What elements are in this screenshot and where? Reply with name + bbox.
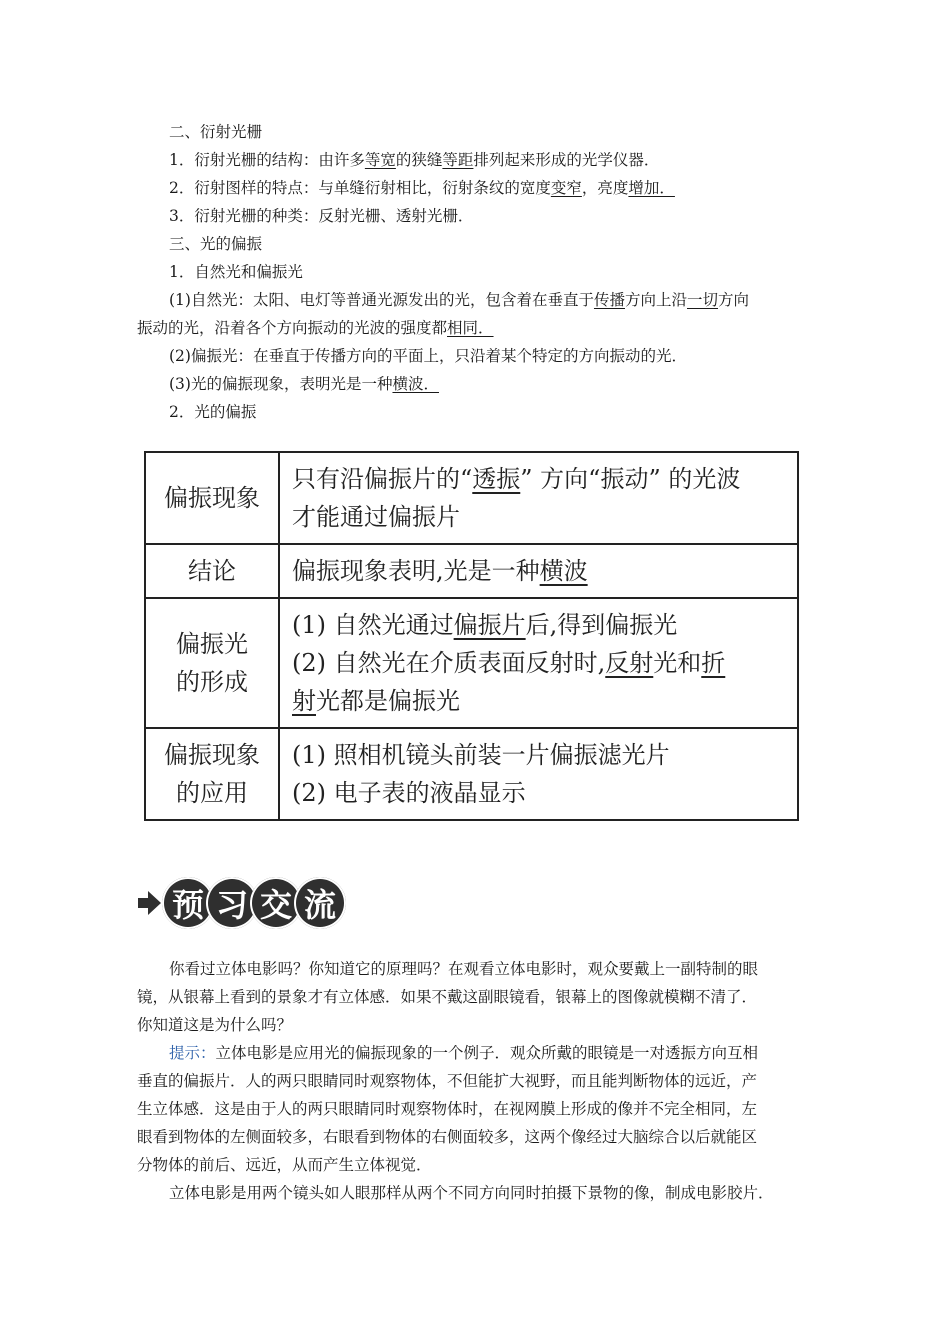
grating-structure: 1．衍射光栅的结构：由许多等宽的狭缝等距排列起来形成的光学仪器． xyxy=(169,151,660,169)
heading-badges xyxy=(162,877,338,929)
question-line: 你知道这是为什么吗？ xyxy=(137,1016,293,1034)
table-row xyxy=(145,544,798,598)
row-content: (1) 照相机镜头前装一片偏振滤光片 (2) 电子表的液晶显示 xyxy=(279,728,798,820)
row-header: 结论 xyxy=(145,544,279,598)
polarization-table xyxy=(144,451,799,821)
natural-light-2: 振动的光，沿着各个方向振动的光波的强度都相同． xyxy=(137,319,494,337)
polarized-light: (2)偏振光：在垂直于传播方向的平面上，只沿着某个特定的方向振动的光． xyxy=(169,347,687,365)
row-content: 只有沿偏振片的“透振” 方向“振动” 的光波 才能通过偏振片 xyxy=(279,452,798,544)
heading-polarization: 三、光的偏振 xyxy=(169,235,263,253)
heading-char: 交 xyxy=(250,877,302,929)
table-row xyxy=(145,598,798,728)
row-content: (1) 自然光通过偏振片后,得到偏振光 (2) 自然光在介质表面反射时,反射光和折 射光都是偏振光 xyxy=(279,598,798,728)
heading-char: 习 xyxy=(206,877,258,929)
hint-line: 垂直的偏振片．人的两只眼睛同时观察物体，不但能扩大视野，而且能判断物体的远近，产 xyxy=(137,1072,758,1090)
hint-label: 提示： xyxy=(169,1044,216,1062)
hint-line: 生立体感．这是由于人的两只眼睛同时观察物体时，在视网膜上形成的像并不完全相同，左 xyxy=(137,1100,758,1118)
table-row xyxy=(145,728,798,820)
stereo-film-line: 立体电影是用两个镜头如人眼那样从两个不同方向同时拍摄下景物的像，制成电影胶片． xyxy=(169,1184,774,1202)
heading-char: 流 xyxy=(294,877,346,929)
heading-char: 预 xyxy=(162,877,214,929)
row-header: 偏振现象 xyxy=(145,452,279,544)
hint-line: 分物体的前后、远近，从而产生立体视觉． xyxy=(137,1156,432,1174)
row-header: 偏振光 的形成 xyxy=(145,598,279,728)
section-heading-preview xyxy=(138,877,378,929)
question-line: 你看过立体电影吗？你知道它的原理吗？在观看立体电影时，观众要戴上一副特制的眼 xyxy=(169,960,759,978)
hint-line: 眼看到物体的左侧面较多，右眼看到物体的右侧面较多，这两个像经过大脑综合以后就能区 xyxy=(137,1128,758,1146)
subheading-natural-polarized: 1．自然光和偏振光 xyxy=(169,263,303,281)
natural-light-1: (1)自然光：太阳、电灯等普通光源发出的光，包含着在垂直于传播方向上沿一切方向 xyxy=(169,291,750,309)
polarization-phenomenon: (3)光的偏振现象，表明光是一种横波． xyxy=(169,375,439,393)
heading-grating: 二、衍射光栅 xyxy=(169,123,263,141)
question-line: 镜，从银幕上看到的景象才有立体感．如果不戴这副眼镜看，银幕上的图像就模糊不清了． xyxy=(137,988,758,1006)
grating-types: 3．衍射光栅的种类：反射光栅、透射光栅． xyxy=(169,207,474,225)
row-header: 偏振现象 的应用 xyxy=(145,728,279,820)
table-row xyxy=(145,452,798,544)
hint-line: 提示：立体电影是应用光的偏振现象的一个例子．观众所戴的眼镜是一对透振方向互相 xyxy=(169,1044,759,1062)
subheading-polarization: 2．光的偏振 xyxy=(169,403,257,421)
grating-pattern: 2．衍射图样的特点：与单缝衍射相比，衍射条纹的宽度变窄，亮度增加． xyxy=(169,179,675,197)
row-content: 偏振现象表明,光是一种横波 xyxy=(279,544,798,598)
arrow-right-icon xyxy=(138,889,162,917)
